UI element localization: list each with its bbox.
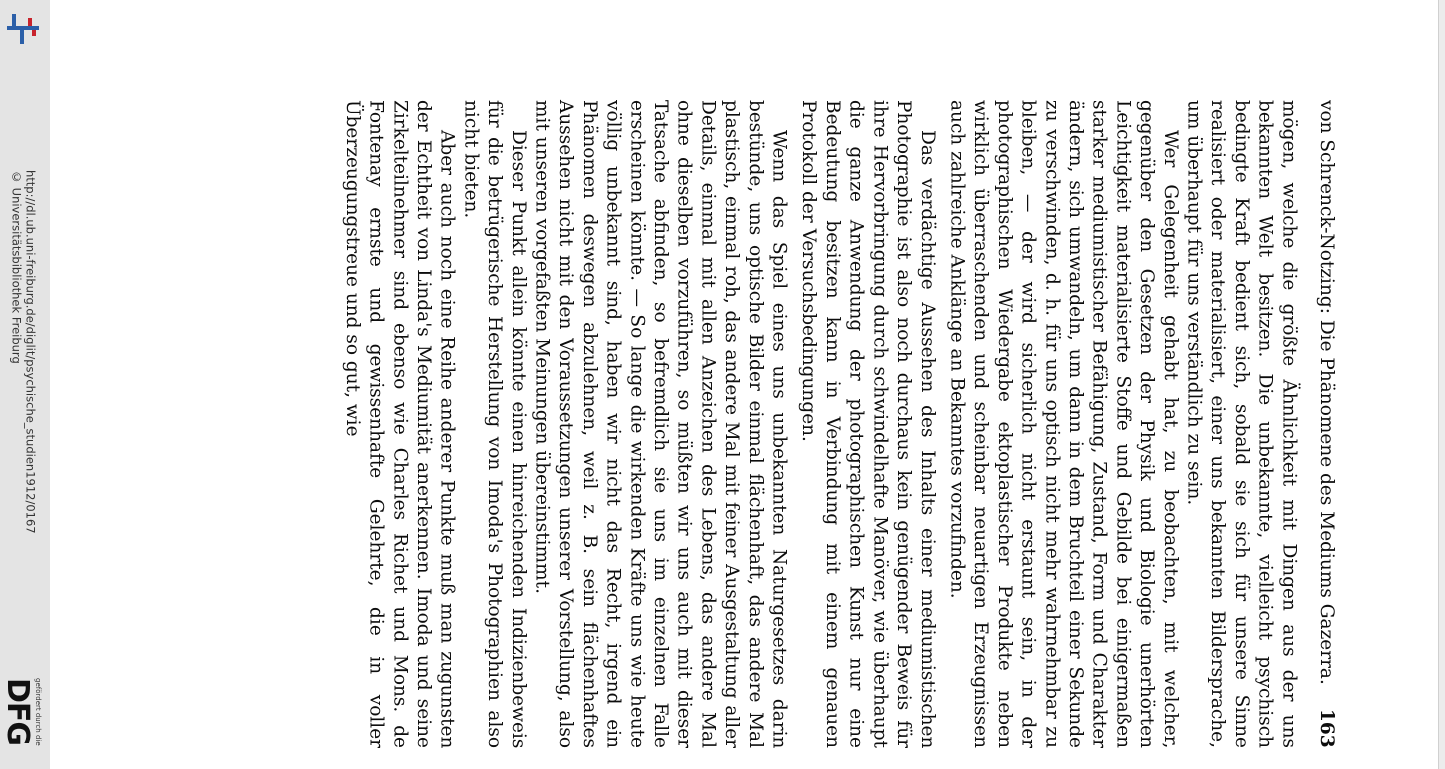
scrollbar[interactable] bbox=[1438, 0, 1445, 769]
paragraph: Wer Gelegenheit gehabt hat, zu beobachten, mit welcher, gegenüber den Gesetzen der Physik und Biologie unerhörten Leichtigkeit materialisierte Stoffe und Gebilde bei einigermaßen starker mediumistischer Befähigung, Zustand, Form und Charakter ändern, sich umwandeln, um dann in dem Bruchteil einer Sekunde zu verschwinden, d. h. für uns optisch nicht mehr wahrnehmbar zu bleiben, — der wird sicherlich nicht erstaunt sein, in der photographischen Wiedergabe ektoplastischer Produkte neben wirklich überraschenden und scheinbar neuartigen Erzeugnissen auch zahlreiche Anklänge an Bekanntes vorzufinden. bbox=[946, 100, 1181, 748]
running-header bbox=[1314, 100, 1338, 748]
dfg-logo: DFG bbox=[0, 678, 35, 746]
paragraph: Das verdächtige Aussehen des Inhalts einer mediumistischen Photographie ist also noch durchaus kein genügender Beweis für ihre Hervorbringung durch schwindelhafte Manöver, wie überhaupt die ganze Anwendung der photographischen Kunst nur eine Bedeutung besitzen kann in Verbindung mit einem genauen Protokoll der Versuchsbedingungen. bbox=[798, 100, 938, 748]
viewer-sidebar bbox=[0, 0, 50, 769]
paragraph: mögen, welche die größte Ähnlichkeit mit Dingen aus der uns bekannten Welt besitzen. Die unbekannte, vielleicht psychisch bedingte Kraft bedient sich, sobald sie sich für unsere Sinne realisiert oder materialisiert, einer uns bekannten Bildersprache, um überhaupt für uns verständlich zu sein. bbox=[1183, 100, 1300, 748]
header-title: von Schrenck-Notzing: Die Phänomene des Mediums Gazerra. bbox=[1316, 100, 1337, 685]
copyright-text: © Universitätsbibliothek Freiburg bbox=[9, 170, 24, 364]
paragraph: Dieser Punkt allein könnte einen hinreichenden Indizienbeweis für die betrügerische Herstellung von Imoda's Photographien also nicht bieten. bbox=[460, 100, 529, 748]
paragraph: Wenn das Spiel eines uns unbekannten Naturgesetzes darin bestünde, uns optische Bilder einmal flächenhaft, das andere Mal plastisch, einmal roh, das andere Mal mit feiner Ausgestaltung aller Details, einmal mit allen Anzeichen des Lebens, das andere Mal ohne dieselben vorzuführen, so müßten wir uns auch mit dieser Tatsache abfinden, so befremdlich sie uns im einzelnen Falle erscheinen könnte. — So lange die wirkenden Kräfte uns wie heute völlig unbekannt sind, haben wir nicht das Recht, irgend ein Phänomen deswegen abzulehnen, weil z. B. sein flächenhaftes Aussehen nicht mit den Voraussetzungen unserer Vorstellung, also mit unseren vorgefaßten Meinungen übereinstimmt. bbox=[531, 100, 790, 748]
library-logo-icon bbox=[4, 8, 42, 48]
source-url-text: http://dl.ub.uni-freiburg.de/diglit/psychische_studien1912/0167 bbox=[23, 170, 38, 534]
dfg-credit-text: gefördert durch die bbox=[34, 678, 42, 746]
paragraph: Aber auch noch eine Reihe anderer Punkte muß man zugunsten der Echtheit von Linda's Mediumität anerkennen. Imoda und seine Zirkelteilnehmer sind ebenso wie Charles Richet und Mons. de Fontenay ernste und gewissenhafte Gelehrte, die in voller Überzeugungstreue und so gut, wie bbox=[341, 100, 458, 748]
scanned-page bbox=[188, 100, 1338, 748]
page-number: 163 bbox=[1316, 709, 1337, 748]
